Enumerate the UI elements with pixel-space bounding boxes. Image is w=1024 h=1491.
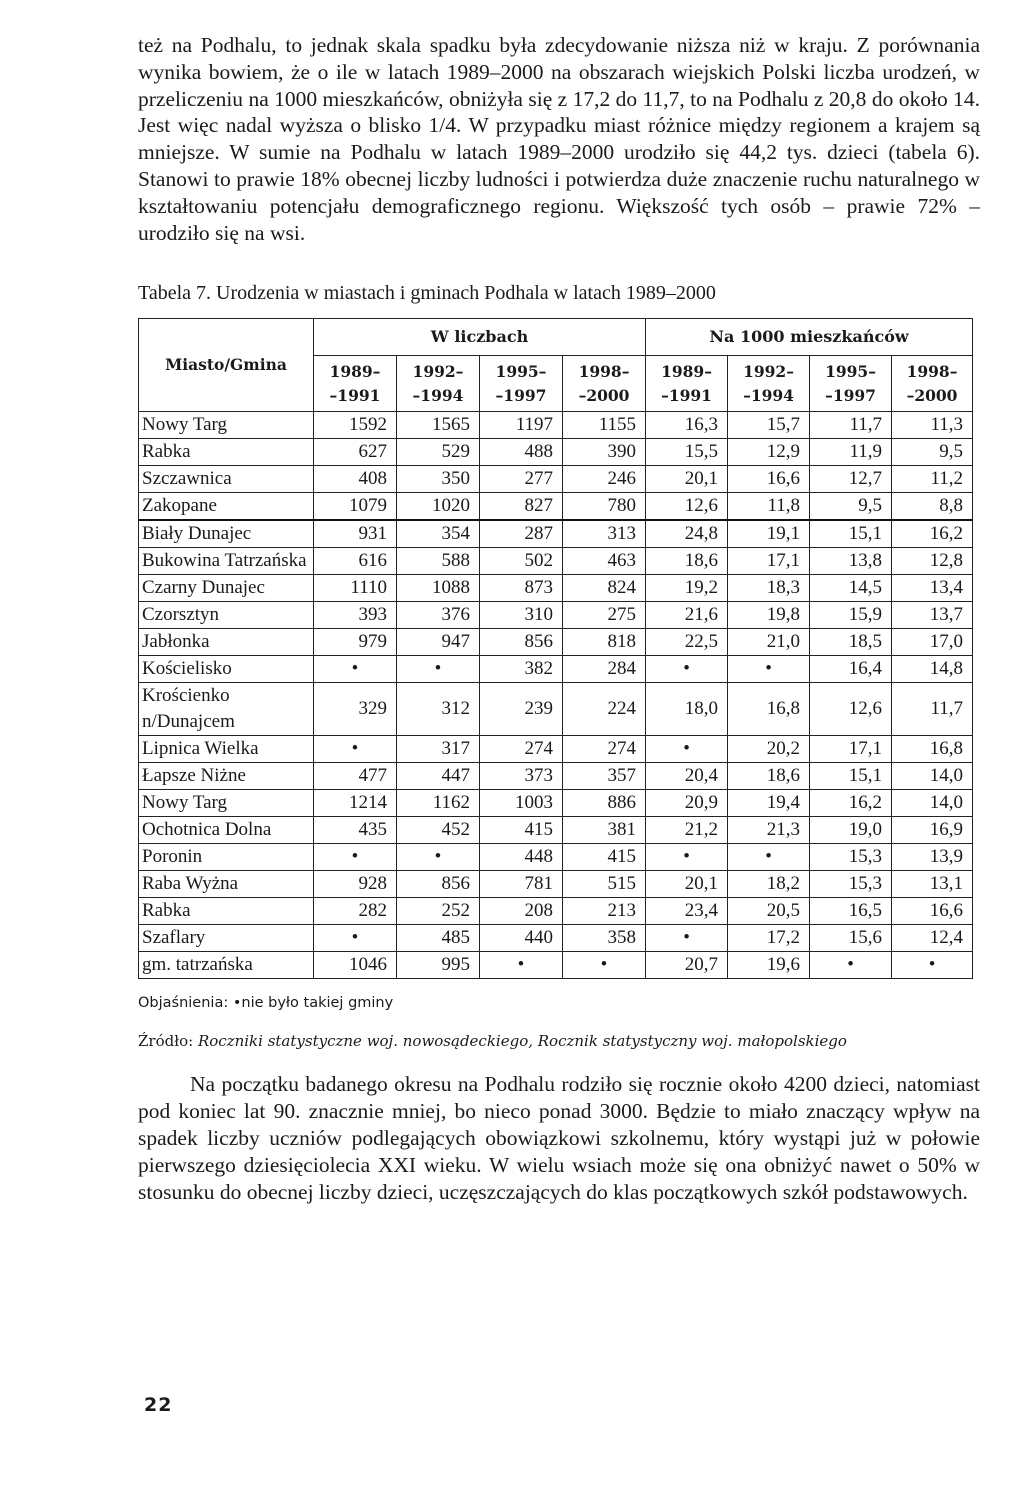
table-cell: 1003 — [480, 790, 563, 817]
table-cell: 18,6 — [646, 548, 728, 575]
table-cell: 246 — [563, 466, 646, 493]
table-cell: 17,1 — [810, 736, 892, 763]
table-cell: 588 — [397, 548, 480, 575]
table-cell: 18,5 — [810, 629, 892, 656]
table-cell: 12,7 — [810, 466, 892, 493]
table-cell: 313 — [563, 520, 646, 548]
row-name: Łapsze Niżne — [139, 763, 314, 790]
table-cell: 14,0 — [892, 790, 973, 817]
table-cell: 15,1 — [810, 763, 892, 790]
table-row — [139, 817, 973, 844]
table-cell: 19,1 — [728, 520, 810, 548]
table-row — [139, 439, 973, 466]
header-period-rate-2: 1995– –1997 — [810, 356, 892, 412]
closing-paragraph: Na początku badanego okresu na Podhalu rodziło się rocznie około 4200 dzieci, natomiast pod koniec lat 90. znacznie mniej, bo nieco ponad 3000. Będzie to miało znaczący wpływ na spadek liczby uczniów podlegających obowiązkowi szkolnemu, który wystąpi już w połowie pierwszego dziesięciolecia XXI wieku. W wielu wsiach może się ona obniżyć nawet o 50% w stosunku do obecnej liczby dzieci, uczęszczających do klas początkowych szkół podstawowych. — [138, 1072, 980, 1204]
table-cell: • — [646, 736, 728, 763]
header-period-rate-1: 1992– –1994 — [728, 356, 810, 412]
table-cell: 381 — [563, 817, 646, 844]
table-cell: 488 — [480, 439, 563, 466]
table-cell: 20,1 — [646, 466, 728, 493]
table-cell: 274 — [480, 736, 563, 763]
table-cell: 354 — [397, 520, 480, 548]
table-cell: 19,8 — [728, 602, 810, 629]
table-cell: 317 — [397, 736, 480, 763]
table-cell: 873 — [480, 575, 563, 602]
table-cell: 19,6 — [728, 952, 810, 979]
table-cell: 18,2 — [728, 871, 810, 898]
table-cell: 13,1 — [892, 871, 973, 898]
table-cell: 23,4 — [646, 898, 728, 925]
table-cell: 350 — [397, 466, 480, 493]
row-name: Rabka — [139, 898, 314, 925]
table-cell: 1079 — [314, 493, 397, 521]
table-cell: 287 — [480, 520, 563, 548]
table-cell: 824 — [563, 575, 646, 602]
table-cell: 16,4 — [810, 656, 892, 683]
table-cell: 224 — [563, 683, 646, 736]
table-cell: 11,7 — [892, 683, 973, 736]
table-cell: 208 — [480, 898, 563, 925]
table-cell: 8,8 — [892, 493, 973, 521]
row-name: Szczawnica — [139, 466, 314, 493]
table-cell: 17,1 — [728, 548, 810, 575]
table-cell: 15,3 — [810, 871, 892, 898]
table-cell: 312 — [397, 683, 480, 736]
table-cell: 252 — [397, 898, 480, 925]
table-cell: 19,2 — [646, 575, 728, 602]
table-cell: 1162 — [397, 790, 480, 817]
table-cell: 1110 — [314, 575, 397, 602]
table-cell: 19,0 — [810, 817, 892, 844]
table-cell: 13,7 — [892, 602, 973, 629]
table-body — [139, 412, 973, 979]
row-name: Szaflary — [139, 925, 314, 952]
row-name: gm. tatrzańska — [139, 952, 314, 979]
table-cell: 408 — [314, 466, 397, 493]
table-cell: 329 — [314, 683, 397, 736]
table-cell: • — [314, 656, 397, 683]
table-cell: 373 — [480, 763, 563, 790]
table-cell: 14,8 — [892, 656, 973, 683]
table-cell: • — [314, 925, 397, 952]
table-cell: 20,9 — [646, 790, 728, 817]
header-period-rate-0: 1989– –1991 — [646, 356, 728, 412]
table-cell: 239 — [480, 683, 563, 736]
table-cell: 13,9 — [892, 844, 973, 871]
table-row — [139, 871, 973, 898]
table-cell: 463 — [563, 548, 646, 575]
table-cell: 393 — [314, 602, 397, 629]
table-cell: • — [646, 925, 728, 952]
header-period-count-3: 1998– –2000 — [563, 356, 646, 412]
table-cell: 13,8 — [810, 548, 892, 575]
table-cell: 274 — [563, 736, 646, 763]
table-cell: 12,8 — [892, 548, 973, 575]
table-cell: 21,0 — [728, 629, 810, 656]
header-period-rate-3: 1998– –2000 — [892, 356, 973, 412]
row-name: Nowy Targ — [139, 412, 314, 439]
table-row — [139, 925, 973, 952]
table-cell: 502 — [480, 548, 563, 575]
table-cell: 928 — [314, 871, 397, 898]
table-cell: 13,4 — [892, 575, 973, 602]
table-cell: • — [892, 952, 973, 979]
intro-paragraph: też na Podhalu, to jednak skala spadku była zdecydowanie niższa niż w kraju. Z porównania wynika bowiem, że o ile w latach 1989–2000 na obszarach wiejskich Polski liczba urodzeń, w przeliczeniu na 1000 mieszkańców, obniżyła się z 17,2 do 11,7, to na Podhalu z 20,8 do około 14. Jest więc nadal wyższa o blisko 1/4. W przypadku miast różnice między regionem a krajem są mniejsze. W sumie na Podhalu w latach 1989–2000 urodziło się 44,2 tys. dzieci (tabela 6). Stanowi to prawie 18% obecnej liczby ludności i potwierdza duże znaczenie ruchu naturalnego w kształtowaniu potencjału demograficznego regionu. Większość tych osób – prawie 72% – urodziło się na wsi. — [138, 33, 980, 245]
table-cell: 1565 — [397, 412, 480, 439]
table-cell: 886 — [563, 790, 646, 817]
table-cell: 15,9 — [810, 602, 892, 629]
row-name: Bukowina Tatrzańska — [139, 548, 314, 575]
row-name: Rabka — [139, 439, 314, 466]
table-cell: 856 — [397, 871, 480, 898]
table-cell: 15,6 — [810, 925, 892, 952]
table-cell: 16,3 — [646, 412, 728, 439]
table-cell: 415 — [480, 817, 563, 844]
table-notes — [138, 995, 980, 1050]
table-cell: 11,8 — [728, 493, 810, 521]
table-cell: 12,6 — [646, 493, 728, 521]
row-name: Biały Dunajec — [139, 520, 314, 548]
table-cell: 529 — [397, 439, 480, 466]
header-period-count-0: 1989– –1991 — [314, 356, 397, 412]
table-cell: 17,0 — [892, 629, 973, 656]
table-cell: 24,8 — [646, 520, 728, 548]
table-row — [139, 736, 973, 763]
table-cell: 9,5 — [892, 439, 973, 466]
page-number: 22 — [144, 1394, 173, 1416]
table-cell: 16,8 — [728, 683, 810, 736]
table-row — [139, 763, 973, 790]
table-cell: 16,2 — [810, 790, 892, 817]
table-cell: 20,2 — [728, 736, 810, 763]
table-cell: 20,1 — [646, 871, 728, 898]
table-row — [139, 952, 973, 979]
table-cell: 275 — [563, 602, 646, 629]
source-text: Roczniki statystyczne woj. nowosądeckiego, Rocznik statystyczny woj. małopolskiego — [197, 1032, 847, 1051]
table-cell: 20,7 — [646, 952, 728, 979]
table-cell: 17,2 — [728, 925, 810, 952]
row-name: Jabłonka — [139, 629, 314, 656]
table-cell: 14,0 — [892, 763, 973, 790]
table-cell: 390 — [563, 439, 646, 466]
row-name: Nowy Targ — [139, 790, 314, 817]
table-cell: 1592 — [314, 412, 397, 439]
table-cell: 310 — [480, 602, 563, 629]
table-cell: • — [646, 844, 728, 871]
table-row — [139, 548, 973, 575]
table-cell: 1214 — [314, 790, 397, 817]
row-name: Kościelisko — [139, 656, 314, 683]
table-cell: 1197 — [480, 412, 563, 439]
table-row — [139, 629, 973, 656]
table-cell: • — [397, 844, 480, 871]
table-cell: 448 — [480, 844, 563, 871]
table-cell: 995 — [397, 952, 480, 979]
table-cell: 18,3 — [728, 575, 810, 602]
row-name: Poronin — [139, 844, 314, 871]
table-cell: 18,6 — [728, 763, 810, 790]
table-cell: 357 — [563, 763, 646, 790]
table-row — [139, 412, 973, 439]
table-cell: 15,7 — [728, 412, 810, 439]
table-cell: • — [646, 656, 728, 683]
table-cell: 627 — [314, 439, 397, 466]
table-cell: • — [728, 844, 810, 871]
header-period-count-2: 1995– –1997 — [480, 356, 563, 412]
table-cell: 11,2 — [892, 466, 973, 493]
table-cell: 1088 — [397, 575, 480, 602]
table-cell: 1155 — [563, 412, 646, 439]
row-name: Zakopane — [139, 493, 314, 521]
header-group-counts: W liczbach — [314, 319, 646, 356]
table-cell: 827 — [480, 493, 563, 521]
table-row — [139, 898, 973, 925]
table-cell: 213 — [563, 898, 646, 925]
table-cell: 16,2 — [892, 520, 973, 548]
table-cell: • — [397, 656, 480, 683]
table-cell: 14,5 — [810, 575, 892, 602]
table-cell: 15,3 — [810, 844, 892, 871]
table-cell: 20,4 — [646, 763, 728, 790]
table-cell: 477 — [314, 763, 397, 790]
table-cell: 21,2 — [646, 817, 728, 844]
table-cell: 11,9 — [810, 439, 892, 466]
table-cell: 440 — [480, 925, 563, 952]
row-name: Ochotnica Dolna — [139, 817, 314, 844]
table-cell: 415 — [563, 844, 646, 871]
table-cell: 16,5 — [810, 898, 892, 925]
table-cell: 282 — [314, 898, 397, 925]
table-cell: 15,5 — [646, 439, 728, 466]
table-cell: 20,5 — [728, 898, 810, 925]
table-cell: • — [314, 844, 397, 871]
table-cell: 16,8 — [892, 736, 973, 763]
source-note — [138, 1032, 980, 1050]
table-cell: 1046 — [314, 952, 397, 979]
table-caption: Tabela 7. Urodzenia w miastach i gminach Podhala w latach 1989–2000 — [138, 282, 716, 305]
table-cell: • — [314, 736, 397, 763]
table-cell: 856 — [480, 629, 563, 656]
table-cell: 781 — [480, 871, 563, 898]
table-cell: 616 — [314, 548, 397, 575]
table-cell: 447 — [397, 763, 480, 790]
table-cell: 16,9 — [892, 817, 973, 844]
table-cell: • — [728, 656, 810, 683]
table-cell: 358 — [563, 925, 646, 952]
table-cell: • — [563, 952, 646, 979]
table-cell: 18,0 — [646, 683, 728, 736]
table-row — [139, 844, 973, 871]
table-cell: 12,6 — [810, 683, 892, 736]
header-group-per-1000: Na 1000 mieszkańców — [646, 319, 973, 356]
table-cell: • — [810, 952, 892, 979]
table-cell: 382 — [480, 656, 563, 683]
source-label: Źródło: — [138, 1032, 194, 1051]
row-name: Krościenko n/Dunajcem — [139, 683, 314, 736]
row-name: Czorsztyn — [139, 602, 314, 629]
row-name: Lipnica Wielka — [139, 736, 314, 763]
table-cell: 452 — [397, 817, 480, 844]
table-row — [139, 683, 973, 736]
header-period-count-1: 1992– –1994 — [397, 356, 480, 412]
table-cell: 11,7 — [810, 412, 892, 439]
table-cell: 12,4 — [892, 925, 973, 952]
table-cell: 284 — [563, 656, 646, 683]
table-row — [139, 790, 973, 817]
explanation-note — [138, 995, 980, 1011]
table-cell: 947 — [397, 629, 480, 656]
row-name: Czarny Dunajec — [139, 575, 314, 602]
table-cell: 12,9 — [728, 439, 810, 466]
header-city: Miasto/Gmina — [139, 319, 314, 412]
table-row — [139, 656, 973, 683]
row-name: Raba Wyżna — [139, 871, 314, 898]
table-cell: 19,4 — [728, 790, 810, 817]
table-cell: 435 — [314, 817, 397, 844]
table-cell: • — [480, 952, 563, 979]
table-cell: 485 — [397, 925, 480, 952]
table-cell: 15,1 — [810, 520, 892, 548]
table-cell: 16,6 — [728, 466, 810, 493]
table-cell: 376 — [397, 602, 480, 629]
table-cell: 780 — [563, 493, 646, 521]
table-row — [139, 466, 973, 493]
explanation-text: •nie było takiej gminy — [232, 995, 394, 1012]
table-cell: 9,5 — [810, 493, 892, 521]
table-row — [139, 575, 973, 602]
table-row — [139, 602, 973, 629]
table-cell: 1020 — [397, 493, 480, 521]
table-cell: 277 — [480, 466, 563, 493]
table-cell: 931 — [314, 520, 397, 548]
document-page — [138, 32, 980, 1205]
table-cell: 22,5 — [646, 629, 728, 656]
table-cell: 11,3 — [892, 412, 973, 439]
table-cell: 515 — [563, 871, 646, 898]
table-row — [139, 520, 973, 548]
table-cell: 21,6 — [646, 602, 728, 629]
table-cell: 818 — [563, 629, 646, 656]
table-cell: 979 — [314, 629, 397, 656]
table-row — [139, 493, 973, 521]
births-table — [138, 318, 973, 979]
table-cell: 21,3 — [728, 817, 810, 844]
table-cell: 16,6 — [892, 898, 973, 925]
explanation-label: Objaśnienia: — [138, 995, 229, 1012]
